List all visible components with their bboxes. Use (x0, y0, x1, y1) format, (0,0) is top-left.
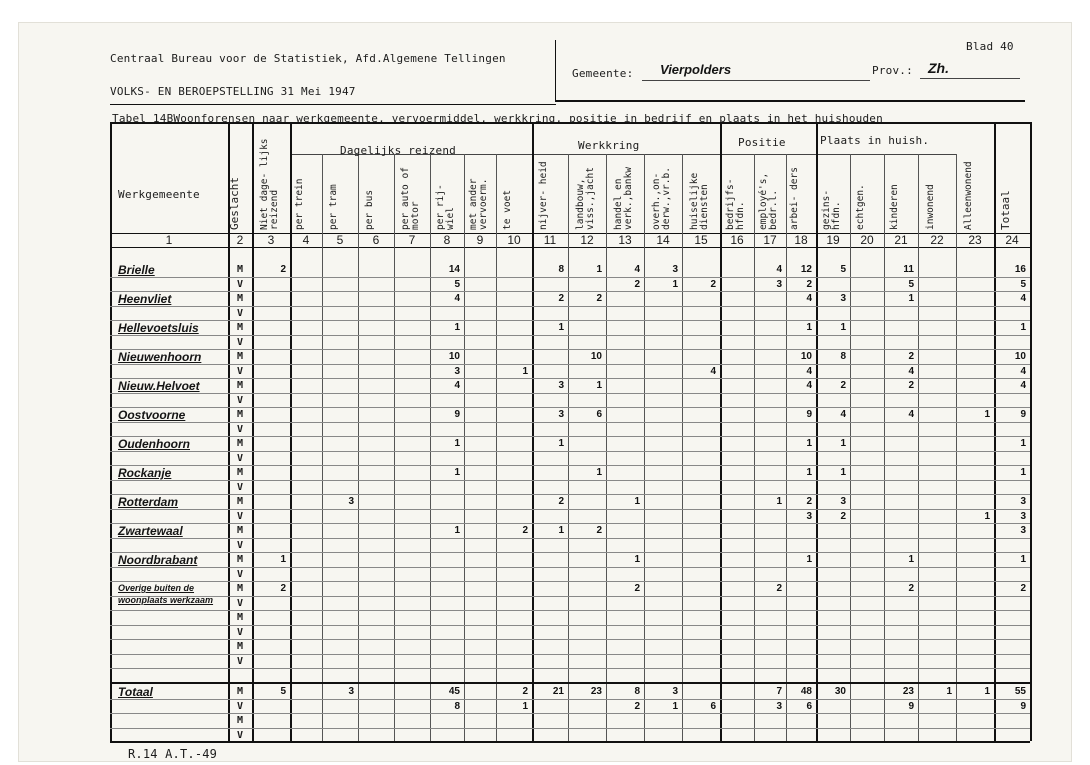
row-rule (110, 306, 1030, 307)
cell-value: 1 (522, 700, 528, 712)
form-code: R.14 A.T.-49 (128, 747, 218, 761)
sex-code: M (236, 612, 244, 623)
row-rule (110, 291, 1030, 292)
sex-code: M (236, 686, 244, 697)
column-number: 13 (618, 233, 632, 247)
row-rule (110, 728, 1030, 729)
row-rule (110, 596, 1030, 597)
table-top-rule (110, 122, 1030, 124)
sex-code: V (236, 568, 244, 580)
place-name: Hellevoetsluis (118, 321, 199, 335)
cell-value: 48 (800, 686, 812, 697)
place-name: Zwartewaal (118, 524, 183, 538)
cell-value: 14 (448, 264, 460, 275)
sex-code: M (236, 496, 244, 507)
cell-value: 2 (634, 583, 640, 594)
sex-code: M (236, 467, 244, 478)
row-rule (110, 335, 1030, 336)
cell-value: 2 (840, 380, 846, 391)
column-number: 16 (730, 233, 744, 247)
cell-value: 1 (634, 554, 640, 565)
column-label: per auto of motor (400, 167, 421, 230)
cell-value: 1 (840, 322, 846, 333)
row-rule (110, 625, 1030, 626)
column-number: 24 (1005, 233, 1019, 247)
cell-value: 1 (946, 686, 952, 697)
cell-value: 1 (634, 496, 640, 507)
column-line (532, 122, 534, 741)
cell-value: 2 (634, 700, 640, 712)
cell-value: 3 (1020, 510, 1026, 522)
column-label: landbouw, viss.,jacht (575, 167, 596, 230)
row-rule (110, 713, 1030, 714)
gemeente-label: Gemeente: (572, 67, 634, 80)
cell-value: 8 (840, 351, 846, 362)
row-rule (110, 320, 1030, 321)
cell-value: 45 (448, 686, 460, 697)
row-rule (110, 523, 1030, 524)
cell-value: 9 (908, 700, 914, 712)
cell-value: 1 (672, 700, 678, 712)
cell-value: 12 (800, 264, 812, 275)
sex-code: M (236, 409, 244, 420)
cell-value: 6 (710, 700, 716, 712)
cell-value: 8 (558, 264, 564, 275)
column-label: kinderen (889, 184, 900, 230)
cell-value: 1 (984, 686, 990, 697)
row-rule (110, 581, 1030, 582)
cell-value: 30 (834, 686, 846, 697)
sex-code: M (236, 438, 244, 449)
cell-value: 6 (596, 409, 602, 420)
column-number: 23 (968, 233, 982, 247)
row-rule (110, 639, 1030, 640)
row-rule (110, 349, 1030, 350)
gemeente-value: Vierpolders (660, 62, 732, 77)
column-label: echtgen. (855, 184, 866, 230)
place-name: Totaal (118, 685, 153, 699)
group-werkkring: Werkkring (578, 139, 640, 152)
sex-code: V (236, 597, 244, 609)
column-number: 19 (826, 233, 840, 247)
cell-value: 2 (558, 496, 564, 507)
group-plaats: Plaats in huish. (820, 134, 930, 147)
column-number-bottom-rule (110, 247, 1030, 248)
cell-value: 10 (1014, 351, 1026, 362)
place-name: Nieuwenhoorn (118, 350, 202, 364)
cell-value: 4 (806, 380, 812, 391)
row-rule (110, 451, 1030, 452)
cell-value: 6 (806, 700, 812, 712)
cell-value: 5 (908, 278, 914, 290)
place-note: Overige buiten de woonplaats werkzaam (118, 583, 214, 605)
cell-value: 3 (1020, 525, 1026, 536)
sex-code: M (236, 554, 244, 565)
cell-value: 3 (776, 278, 782, 290)
column-line (720, 122, 722, 741)
row-rule (110, 480, 1030, 481)
cell-value: 10 (590, 351, 602, 362)
cell-value: 10 (448, 351, 460, 362)
column-label: nijver- heid (538, 161, 549, 230)
column-label: bedrijfs- hfdn. (725, 178, 746, 230)
cell-value: 1 (558, 322, 564, 333)
row-rule (110, 277, 1030, 278)
sex-code: M (236, 322, 244, 333)
cell-value: 21 (552, 686, 564, 697)
column-label: employé's, bedr.l. (758, 172, 779, 230)
row-rule (110, 567, 1030, 568)
cell-value: 1 (776, 496, 782, 507)
cell-value: 1 (806, 554, 812, 565)
column-label: inwonend (925, 184, 936, 230)
cell-value: 1 (984, 510, 990, 522)
cell-value: 2 (1020, 583, 1026, 594)
cell-value: 1 (596, 264, 602, 275)
table-title: Tabel 14BWoonforensen naar werkgemeente, vervoermiddel, werkkring, positie in bedrijf en plaats in het huishouden (112, 112, 883, 125)
cell-value: 3 (672, 264, 678, 275)
column-number: 6 (372, 233, 380, 247)
column-number: 15 (694, 233, 708, 247)
place-name: Oostvoorne (118, 408, 186, 422)
place-name: Rotterdam (118, 495, 179, 509)
cell-value: 1 (454, 525, 460, 536)
column-number: 14 (656, 233, 670, 247)
column-number: 22 (930, 233, 944, 247)
column-label: handel en verk.,bankw (613, 167, 634, 230)
row-rule (110, 654, 1030, 655)
cell-value: 4 (776, 264, 782, 275)
column-label: arbei- ders (789, 167, 800, 230)
place-name: Nieuw.Helvoet (118, 379, 200, 393)
cell-value: 8 (634, 686, 640, 697)
sex-code: V (236, 278, 244, 290)
cell-value: 9 (1020, 409, 1026, 420)
gemeente-underline (642, 80, 870, 81)
column-line (290, 122, 292, 741)
cell-value: 2 (634, 278, 640, 290)
column-line (252, 122, 254, 741)
cell-value: 1 (840, 438, 846, 449)
cell-value: 4 (1020, 365, 1026, 377)
cell-value: 7 (776, 686, 782, 697)
census-heading: VOLKS- EN BEROEPSTELLING 31 Mei 1947 (110, 85, 356, 98)
column-label: per bus (364, 189, 375, 230)
sex-code: M (236, 525, 244, 536)
header-rule (555, 100, 1025, 102)
cell-value: 2 (522, 525, 528, 536)
row-rule (110, 494, 1030, 495)
sex-code: V (236, 394, 244, 406)
sex-code: M (236, 583, 244, 594)
row-rule (110, 422, 1030, 423)
cell-value: 2 (908, 583, 914, 594)
sex-code: V (236, 510, 244, 522)
cell-value: 9 (806, 409, 812, 420)
cell-value: 11 (903, 264, 914, 275)
sex-code: V (236, 539, 244, 551)
cell-value: 1 (596, 467, 602, 478)
column-number: 7 (408, 233, 416, 247)
row-rule (110, 364, 1030, 365)
cell-value: 1 (1020, 467, 1026, 478)
cell-value: 2 (710, 278, 716, 290)
cell-value: 4 (1020, 293, 1026, 304)
column-number: 1 (165, 233, 173, 247)
column-label: met ander vervoerm. (468, 178, 489, 230)
cell-value: 3 (672, 686, 678, 697)
cell-value: 1 (840, 467, 846, 478)
row-rule (110, 378, 1030, 379)
sex-code: M (236, 351, 244, 362)
cell-value: 1 (558, 438, 564, 449)
cell-value: 3 (806, 510, 812, 522)
sex-code: V (236, 336, 244, 348)
group-dagelijks: Dagelijks reizend (340, 144, 456, 157)
sex-code: V (236, 452, 244, 464)
row-rule (110, 393, 1030, 394)
cell-value: 4 (1020, 380, 1026, 391)
column-number: 2 (236, 233, 244, 247)
cell-value: 3 (1020, 496, 1026, 507)
sex-code: V (236, 700, 244, 712)
column-label: Niet dage- lijks reizend (259, 138, 280, 230)
cell-value: 4 (454, 380, 460, 391)
cell-value: 4 (908, 365, 914, 377)
prov-underline (920, 78, 1020, 79)
cell-value: 1 (522, 365, 528, 377)
column-line (994, 122, 996, 741)
row-rule (110, 610, 1030, 611)
cell-value: 1 (908, 554, 914, 565)
cell-value: 4 (840, 409, 846, 420)
sex-code: M (236, 293, 244, 304)
cell-value: 1 (908, 293, 914, 304)
place-name: Brielle (118, 263, 155, 277)
header-divider (555, 40, 556, 102)
cell-value: 4 (806, 365, 812, 377)
title-rule (110, 104, 556, 105)
row-rule (110, 465, 1030, 466)
cell-value: 4 (710, 365, 716, 377)
column-number: 20 (860, 233, 874, 247)
cell-value: 1 (672, 278, 678, 290)
row-rule (110, 407, 1030, 408)
cell-value: 1 (280, 554, 286, 565)
row-rule (110, 668, 1030, 669)
cell-value: 5 (454, 278, 460, 290)
column-number: 10 (507, 233, 521, 247)
cell-value: 4 (806, 293, 812, 304)
column-number: 17 (763, 233, 777, 247)
column-number: 9 (476, 233, 484, 247)
column-label: Geslacht (228, 177, 241, 230)
place-name: Rockanje (118, 466, 172, 480)
column-number: 18 (794, 233, 808, 247)
cell-value: 2 (806, 496, 812, 507)
sex-code: V (236, 729, 244, 741)
cell-value: 5 (1020, 278, 1026, 290)
cell-value: 1 (806, 438, 812, 449)
cell-value: 4 (908, 409, 914, 420)
cell-value: 3 (840, 293, 846, 304)
sex-code: M (236, 715, 244, 726)
cell-value: 3 (348, 686, 354, 697)
cell-value: 23 (590, 686, 602, 697)
sex-code: V (236, 626, 244, 638)
column-label: huiselijke diensten (689, 172, 710, 230)
row-rule (110, 436, 1030, 437)
sex-code: V (236, 307, 244, 319)
cell-value: 1 (806, 467, 812, 478)
cell-value: 2 (280, 264, 286, 275)
group-positie: Positie (738, 136, 786, 149)
cell-value: 23 (902, 686, 914, 697)
cell-value: 9 (1020, 700, 1026, 712)
institution-heading: Centraal Bureau voor de Statistiek, Afd.Algemene Tellingen (110, 52, 506, 65)
row-rule (110, 552, 1030, 553)
cell-value: 1 (454, 322, 460, 333)
sex-code: M (236, 641, 244, 652)
row-rule (110, 699, 1030, 700)
column-label-werkgemeente: Werkgemeente (118, 188, 200, 201)
cell-value: 3 (558, 409, 564, 420)
cell-value: 2 (776, 583, 782, 594)
cell-value: 5 (840, 264, 846, 275)
cell-value: 1 (454, 467, 460, 478)
sex-code: V (236, 423, 244, 435)
column-label: Totaal (999, 190, 1012, 230)
column-label: per trein (294, 178, 305, 230)
table-bottom-rule (110, 741, 1030, 743)
sex-code: M (236, 380, 244, 391)
column-line (816, 122, 818, 741)
cell-value: 3 (348, 496, 354, 507)
cell-value: 3 (454, 365, 460, 377)
column-number: 12 (580, 233, 594, 247)
column-label: overh.,on- derw.,vr.b. (651, 167, 672, 230)
sex-code: V (236, 365, 244, 377)
column-number: 11 (543, 233, 557, 247)
column-label: gezins- hfdn. (821, 189, 842, 230)
prov-label: Prov.: (872, 64, 913, 77)
cell-value: 2 (840, 510, 846, 522)
column-label: per rij- wiel (435, 184, 456, 230)
cell-value: 1 (984, 409, 990, 420)
cell-value: 1 (558, 525, 564, 536)
cell-value: 1 (806, 322, 812, 333)
cell-value: 55 (1014, 686, 1026, 697)
column-line (1030, 122, 1032, 741)
cell-value: 1 (454, 438, 460, 449)
column-number: 21 (894, 233, 908, 247)
cell-value: 2 (280, 583, 286, 594)
cell-value: 2 (908, 380, 914, 391)
cell-value: 2 (596, 293, 602, 304)
place-name: Heenvliet (118, 292, 172, 306)
sheet-number: Blad 40 (966, 40, 1014, 53)
cell-value: 2 (558, 293, 564, 304)
sex-code: V (236, 655, 244, 667)
cell-value: 4 (454, 293, 460, 304)
cell-value: 2 (596, 525, 602, 536)
cell-value: 3 (776, 700, 782, 712)
cell-value: 5 (280, 686, 286, 697)
column-label: te voet (502, 189, 513, 230)
column-number: 8 (443, 233, 451, 247)
cell-value: 1 (1020, 438, 1026, 449)
cell-value: 1 (596, 380, 602, 391)
cell-value: 4 (634, 264, 640, 275)
cell-value: 2 (522, 686, 528, 697)
column-line (110, 122, 112, 741)
cell-value: 1 (1020, 322, 1026, 333)
cell-value: 10 (800, 351, 812, 362)
prov-value: Zh. (928, 60, 949, 76)
cell-value: 2 (806, 278, 812, 290)
cell-value: 2 (908, 351, 914, 362)
row-rule (110, 538, 1030, 539)
cell-value: 1 (1020, 554, 1026, 565)
row-rule (110, 509, 1030, 510)
column-number: 4 (302, 233, 310, 247)
sex-code: M (236, 264, 244, 275)
cell-value: 3 (840, 496, 846, 507)
column-number: 3 (267, 233, 275, 247)
cell-value: 3 (558, 380, 564, 391)
column-label: Alleenwonend (963, 161, 974, 230)
column-number: 5 (336, 233, 344, 247)
sex-code: V (236, 481, 244, 493)
cell-value: 9 (454, 409, 460, 420)
place-name: Noordbrabant (118, 553, 198, 567)
place-name: Oudenhoorn (118, 437, 190, 451)
cell-value: 8 (454, 700, 460, 712)
totals-top-rule (110, 682, 1030, 684)
cell-value: 16 (1014, 264, 1026, 275)
column-label: per tram (328, 184, 339, 230)
